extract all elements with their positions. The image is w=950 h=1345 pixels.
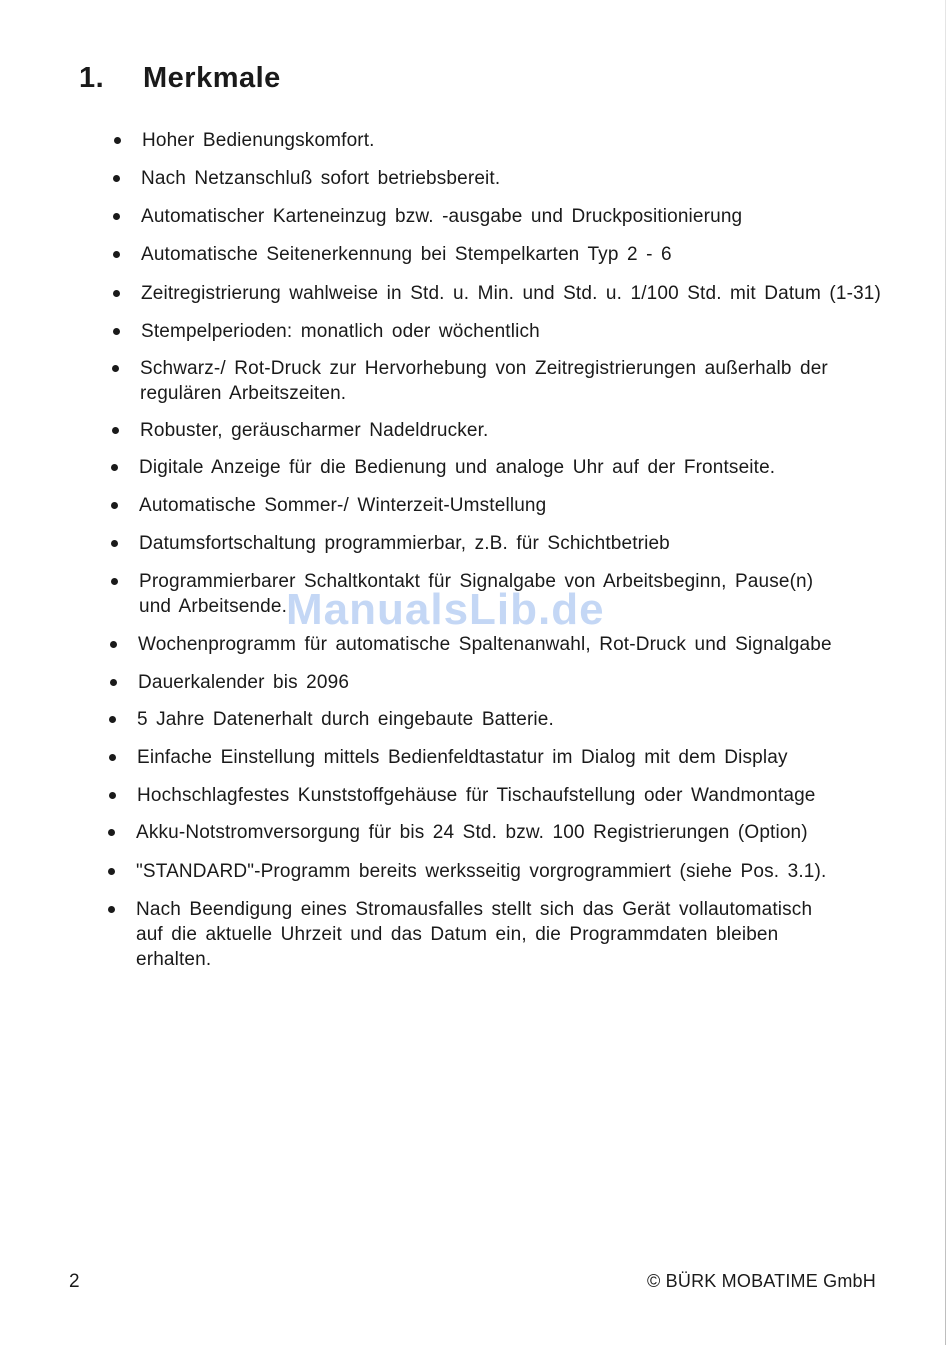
- feature-text: "STANDARD"-Programm bereits werksseitig vorgrogrammiert (siehe Pos. 3.1).: [136, 861, 827, 882]
- feature-text: Programmierbarer Schaltkontakt für Signalgabe von Arbeitsbeginn, Pause(n) und Arbeitsende.: [139, 571, 814, 617]
- feature-text: Zeitregistrierung wahlweise in Std. u. Min. und Std. u. 1/100 Std. mit Datum (1-31): [141, 283, 881, 304]
- copyright-notice: © BÜRK MOBATIME GmbH: [647, 1271, 876, 1291]
- feature-item: [139, 493, 546, 518]
- feature-item: [139, 455, 775, 480]
- bullet-icon: [108, 868, 115, 875]
- feature-item: [141, 242, 672, 267]
- bullet-icon: [109, 754, 116, 761]
- feature-item: [136, 859, 826, 884]
- bullet-icon: [113, 328, 120, 335]
- feature-item: [142, 128, 375, 153]
- feature-item: [141, 204, 742, 229]
- bullet-icon: [110, 641, 117, 648]
- feature-text: Einfache Einstellung mittels Bedienfeldtastatur im Dialog mit dem Display: [137, 747, 788, 768]
- feature-text: Digitale Anzeige für die Bedienung und analoge Uhr auf der Frontseite.: [139, 457, 776, 478]
- feature-text: Dauerkalender bis 2096: [138, 672, 350, 693]
- bullet-icon: [108, 906, 115, 913]
- page-number: 2: [69, 1271, 80, 1292]
- watermark: ManualsLib.de: [286, 585, 605, 634]
- feature-item: [141, 281, 881, 306]
- bullet-icon: [113, 251, 120, 258]
- bullet-icon: [109, 716, 116, 723]
- bullet-icon: [113, 175, 120, 182]
- feature-text: Robuster, geräuscharmer Nadeldrucker.: [140, 420, 489, 441]
- feature-text: Hochschlagfestes Kunststoffgehäuse für Tischaufstellung oder Wandmontage: [137, 785, 816, 806]
- bullet-icon: [113, 213, 120, 220]
- feature-text: Nach Beendigung eines Stromausfalles stellt sich das Gerät vollautomatisch auf die aktuelle Uhrzeit und das Datum ein, die Programmdaten bleiben erhalten.: [136, 899, 813, 970]
- feature-item: [141, 319, 540, 344]
- feature-text: Stempelperioden: monatlich oder wöchentlich: [141, 321, 540, 342]
- feature-item: [139, 531, 670, 556]
- feature-item: [138, 670, 349, 695]
- feature-item: [137, 783, 816, 808]
- feature-item: [140, 356, 828, 406]
- feature-text: Automatischer Karteneinzug bzw. -ausgabe und Druckpositionierung: [141, 206, 743, 227]
- feature-item: [137, 707, 554, 732]
- feature-text: Wochenprogramm für automatische Spaltenanwahl, Rot-Druck und Signalgabe: [138, 634, 832, 655]
- feature-item: [136, 820, 808, 845]
- bullet-icon: [112, 427, 119, 434]
- bullet-icon: [110, 679, 117, 686]
- bullet-icon: [108, 829, 115, 836]
- section-title: Merkmale: [143, 62, 281, 94]
- feature-item: [136, 897, 812, 972]
- feature-text: Akku-Notstromversorgung für bis 24 Std. bzw. 100 Registrierungen (Option): [136, 822, 808, 843]
- feature-item: [138, 632, 832, 657]
- bullet-icon: [111, 464, 118, 471]
- bullet-icon: [113, 290, 120, 297]
- feature-text: Nach Netzanschluß sofort betriebsbereit.: [141, 168, 501, 189]
- section-number: 1.: [79, 62, 105, 94]
- feature-item: [137, 745, 788, 770]
- feature-text: Hoher Bedienungskomfort.: [142, 130, 375, 151]
- bullet-icon: [109, 792, 116, 799]
- feature-item: [140, 418, 488, 443]
- bullet-icon: [111, 502, 118, 509]
- feature-text: Automatische Sommer-/ Winterzeit-Umstellung: [139, 495, 547, 516]
- feature-item: [141, 166, 500, 191]
- feature-text: Schwarz-/ Rot-Druck zur Hervorhebung von Zeitregistrierungen außerhalb der regulären Arbeitszeiten.: [140, 358, 828, 404]
- feature-text: Automatische Seitenerkennung bei Stempelkarten Typ 2 - 6: [141, 244, 672, 265]
- bullet-icon: [111, 578, 118, 585]
- feature-text: Datumsfortschaltung programmierbar, z.B. für Schichtbetrieb: [139, 533, 670, 554]
- feature-text: 5 Jahre Datenerhalt durch eingebaute Batterie.: [137, 709, 554, 730]
- bullet-icon: [112, 365, 119, 372]
- bullet-icon: [114, 137, 121, 144]
- bullet-icon: [111, 540, 118, 547]
